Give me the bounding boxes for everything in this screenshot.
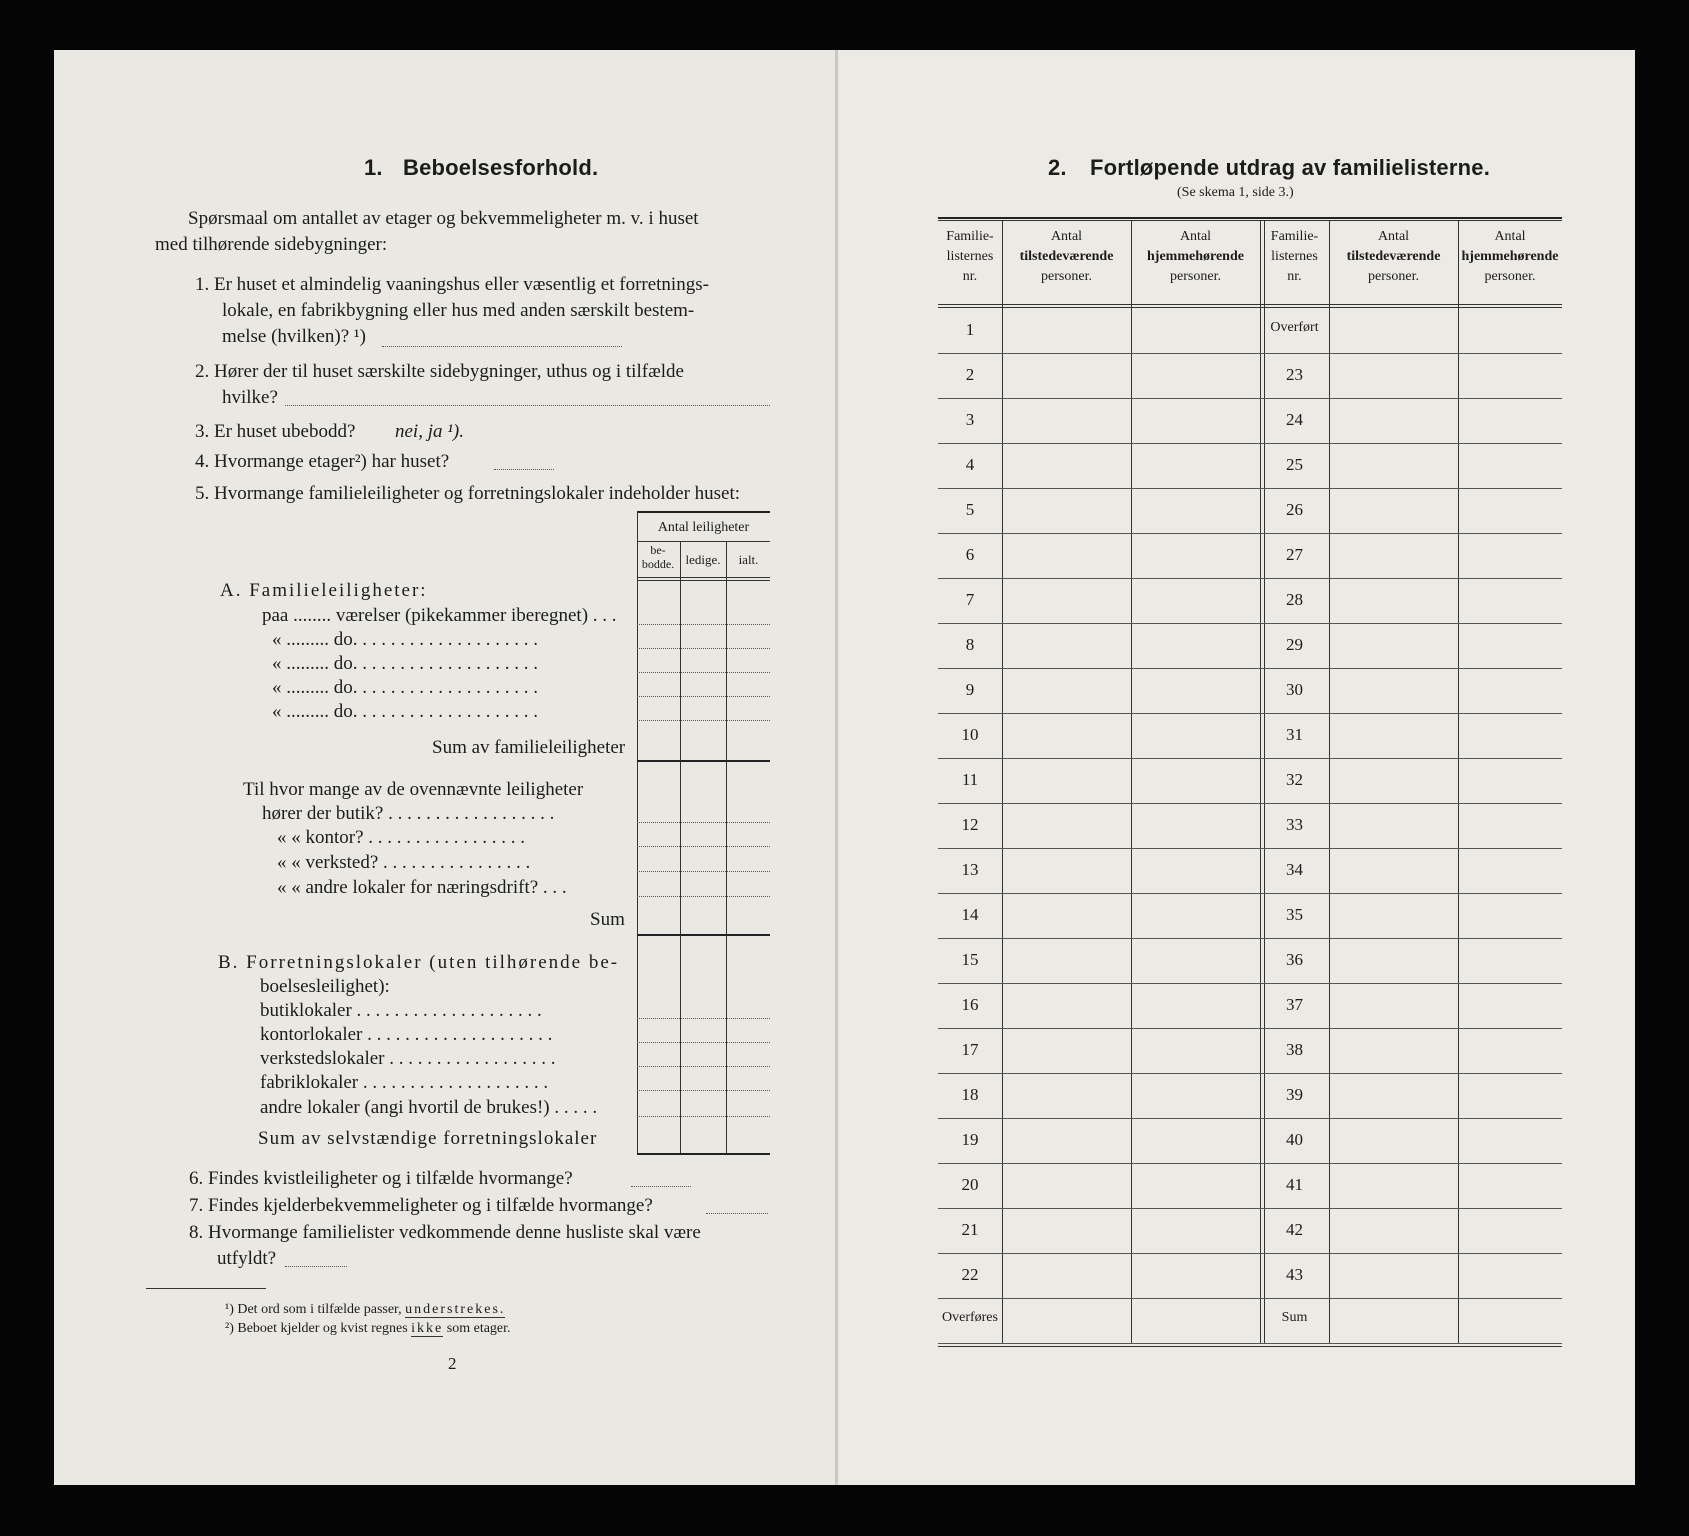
intro-line-1: Spørsmaal om antallet av etager og bekvemmeligheter m. v. i huset bbox=[188, 208, 699, 229]
family-table-row-rule bbox=[938, 803, 1562, 804]
question-2-answer-line bbox=[285, 405, 770, 406]
family-list-number: 38 bbox=[1286, 1040, 1303, 1059]
family-list-number: 8 bbox=[965, 635, 975, 654]
family-list-number: 37 bbox=[1286, 995, 1303, 1014]
shop-intro: Til hvor mange av de ovennævnte leiligheter bbox=[243, 779, 584, 800]
shop-sum-rule bbox=[637, 934, 770, 936]
col-header-line: hjemmehørende bbox=[1461, 249, 1559, 264]
family-list-number: 33 bbox=[1286, 815, 1303, 834]
col-header-line: tilstedeværende bbox=[1346, 249, 1441, 264]
question-3-prompt: 3. Er huset ubebodd? bbox=[195, 421, 356, 442]
footnote-1 bbox=[225, 1302, 505, 1318]
family-list-number: 6 bbox=[965, 545, 975, 564]
family-list-number: 30 bbox=[1286, 680, 1303, 699]
col-header-line: Antal bbox=[1494, 229, 1526, 244]
b-row-3-rule bbox=[637, 1066, 770, 1067]
section-b-row-4: fabriklokaler . . . . . . . . . . . . . . . . . . . . bbox=[260, 1072, 549, 1093]
footnote-2-text: ²) Beboet kjelder og kvist regnes bbox=[225, 1321, 408, 1336]
family-table-col-divider bbox=[1131, 221, 1132, 1344]
a-row-1-rule bbox=[637, 624, 770, 625]
shop-row-2: « « kontor? . . . . . . . . . . . . . . . . . bbox=[277, 827, 526, 848]
col-header-line: Familie- bbox=[946, 229, 994, 244]
col-header-line: hjemmehørende bbox=[1147, 249, 1244, 264]
col-header-line: Familie- bbox=[1270, 229, 1319, 244]
footnote-2 bbox=[225, 1321, 511, 1337]
family-list-number: 39 bbox=[1286, 1085, 1303, 1104]
family-table-col-header bbox=[1131, 227, 1260, 287]
apartment-table-header: Antal leiligheter bbox=[657, 520, 750, 535]
family-table-row-rule bbox=[938, 938, 1562, 939]
shop-sum: Sum bbox=[590, 909, 625, 930]
question-8-line-2: utfyldt? bbox=[217, 1248, 277, 1269]
question-8-line-1: 8. Hvormange familielister vedkommende denne husliste skal være bbox=[189, 1222, 701, 1243]
b-row-5-rule bbox=[637, 1116, 770, 1117]
col-header-line: listernes bbox=[946, 249, 994, 264]
section-b-row-1: butiklokaler . . . . . . . . . . . . . . . . . . . . bbox=[260, 1000, 542, 1021]
section-b-sum: Sum av selvstændige forretningslokaler bbox=[258, 1128, 598, 1149]
section-a-row-3: « ......... do. . . . . . . . . . . . . . . . . . . . bbox=[272, 653, 538, 674]
question-7-answer-line bbox=[706, 1213, 768, 1214]
family-list-number: 15 bbox=[961, 950, 979, 969]
family-table-row-rule bbox=[938, 758, 1562, 759]
apartment-table-top-rule bbox=[637, 511, 770, 513]
b-row-1-rule bbox=[637, 1018, 770, 1019]
family-list-number: 41 bbox=[1286, 1175, 1303, 1194]
family-list-number: 24 bbox=[1286, 410, 1303, 429]
family-list-number: 13 bbox=[961, 860, 979, 879]
section-a-row-5: « ......... do. . . . . . . . . . . . . . . . . . . . bbox=[272, 701, 538, 722]
family-table-row-rule bbox=[938, 848, 1562, 849]
family-list-number: 25 bbox=[1286, 455, 1303, 474]
shop-row-1-rule bbox=[637, 822, 770, 823]
family-list-number: 3 bbox=[965, 410, 975, 429]
section-a-heading: A. Familieleiligheter: bbox=[220, 580, 428, 601]
question-1-line-2: lokale, en fabrikbygning eller hus med anden særskilt bestem- bbox=[222, 300, 695, 321]
col-header-line: Antal bbox=[1179, 229, 1212, 244]
family-list-number: 34 bbox=[1286, 860, 1303, 879]
left-page bbox=[54, 50, 835, 1485]
family-table-row-rule bbox=[938, 893, 1562, 894]
family-list-number: 20 bbox=[961, 1175, 979, 1194]
footnote-1-text: ¹) Det ord som i tilfælde passer, bbox=[225, 1302, 402, 1317]
question-1-line-3: melse (hvilken)? ¹) bbox=[222, 326, 366, 347]
col-header-line: Antal bbox=[1050, 229, 1083, 244]
footnote-2-suffix: som etager. bbox=[446, 1321, 511, 1336]
section-2-number: 2. bbox=[1048, 155, 1067, 180]
family-table-row-rule bbox=[938, 1208, 1562, 1209]
family-list-number: 32 bbox=[1286, 770, 1303, 789]
footnote-1-emphasis: understrekes. bbox=[405, 1302, 506, 1317]
shop-row-4-rule bbox=[637, 896, 770, 897]
question-6: 6. Findes kvistleiligheter og i tilfælde hvormange? bbox=[189, 1168, 573, 1189]
question-2-line-1: 2. Hører der til huset særskilte sidebygninger, uthus og i tilfælde bbox=[195, 361, 684, 382]
family-table-row-rule bbox=[938, 713, 1562, 714]
intro-line-2: med tilhørende sidebygninger: bbox=[155, 234, 388, 255]
family-table-col-header bbox=[938, 227, 1002, 287]
col-header-line: tilstedeværende bbox=[1019, 249, 1114, 264]
family-list-number: 31 bbox=[1286, 725, 1303, 744]
family-table-row-rule bbox=[938, 1343, 1562, 1344]
question-1-answer-line bbox=[382, 346, 622, 347]
question-6-answer-line bbox=[631, 1186, 691, 1187]
family-list-number: 10 bbox=[961, 725, 979, 744]
section-b-line-1: B. Forretningslokaler (uten tilhørende be- bbox=[218, 952, 620, 973]
apartment-table-left-border bbox=[637, 511, 638, 1155]
footnote-rule bbox=[146, 1288, 266, 1289]
question-3-answer: nei, ja ¹). bbox=[395, 421, 465, 442]
family-table-bottom-rule bbox=[938, 1346, 1562, 1347]
family-list-number: 17 bbox=[961, 1040, 979, 1059]
family-list-number: 19 bbox=[961, 1130, 979, 1149]
shop-row-1: hører der butik? . . . . . . . . . . . . . . . . . . bbox=[262, 803, 555, 824]
question-7: 7. Findes kjelderbekvemmeligheter og i tilfælde hvormange? bbox=[189, 1195, 653, 1216]
col-header-line: nr. bbox=[1287, 269, 1302, 284]
question-4: 4. Hvormange etager²) har huset? bbox=[195, 451, 450, 472]
col-header-line: personer. bbox=[1368, 269, 1419, 284]
family-table-row-rule bbox=[938, 1253, 1562, 1254]
family-table-header-rule bbox=[938, 304, 1562, 305]
question-2-line-2: hvilke? bbox=[222, 387, 278, 408]
section-2-heading: Fortløpende utdrag av familielisterne. bbox=[1090, 155, 1491, 180]
family-list-number: 16 bbox=[961, 995, 979, 1014]
apartment-table-divider-2 bbox=[726, 541, 727, 1155]
family-list-number: 27 bbox=[1286, 545, 1303, 564]
shop-row-3: « « verksted? . . . . . . . . . . . . . . . . bbox=[277, 852, 531, 873]
a-row-2-rule bbox=[637, 648, 770, 649]
question-4-answer-line bbox=[494, 469, 554, 470]
col-header-line: nr. bbox=[962, 269, 978, 284]
family-table-row-rule bbox=[938, 623, 1562, 624]
col-header-line: Antal bbox=[1377, 229, 1410, 244]
family-list-number: 40 bbox=[1286, 1130, 1303, 1149]
col-ledige: ledige. bbox=[685, 552, 721, 567]
family-list-number: 42 bbox=[1286, 1220, 1303, 1239]
family-table-row-rule bbox=[938, 1298, 1562, 1299]
family-table-col-header bbox=[1002, 227, 1131, 287]
family-list-number: 11 bbox=[961, 770, 979, 789]
family-table-col-divider bbox=[1002, 221, 1003, 1344]
family-list-number: 22 bbox=[961, 1265, 979, 1284]
apartment-table-divider-1 bbox=[680, 541, 681, 1155]
apartment-table-col-rule-2 bbox=[637, 580, 770, 581]
question-1-line-1: 1. Er huset et almindelig vaaningshus eller væsentlig et forretnings- bbox=[195, 274, 709, 295]
family-list-number: 23 bbox=[1286, 365, 1303, 384]
family-list-number: 12 bbox=[961, 815, 979, 834]
family-list-number: 43 bbox=[1286, 1265, 1303, 1284]
family-list-number: 36 bbox=[1286, 950, 1303, 969]
section-1-heading: Beboelsesforhold. bbox=[403, 155, 599, 180]
shop-row-2-rule bbox=[637, 846, 770, 847]
family-list-number: 9 bbox=[965, 680, 975, 699]
shop-row-4: « « andre lokaler for næringsdrift? . . . bbox=[277, 877, 567, 898]
family-list-number: Sum bbox=[1281, 1310, 1308, 1325]
family-list-number: Overført bbox=[1270, 320, 1319, 335]
family-table-col-divider bbox=[1458, 221, 1459, 1344]
family-list-number: 5 bbox=[965, 500, 975, 519]
page-number: 2 bbox=[448, 1354, 457, 1373]
section-b-line-2: boelsesleilighet): bbox=[260, 976, 390, 997]
shop-row-3-rule bbox=[637, 871, 770, 872]
family-table-row-rule bbox=[938, 1118, 1562, 1119]
family-table-row-rule bbox=[938, 488, 1562, 489]
section-b-row-3: verkstedslokaler . . . . . . . . . . . . . . . . . . bbox=[260, 1048, 556, 1069]
a-row-5-rule bbox=[637, 720, 770, 721]
apartment-table-col-rule-1 bbox=[637, 577, 770, 578]
family-list-number: 29 bbox=[1286, 635, 1303, 654]
family-table-row-rule bbox=[938, 1028, 1562, 1029]
family-list-number: 21 bbox=[961, 1220, 979, 1239]
col-header-line: personer. bbox=[1484, 269, 1536, 284]
family-list-number: 28 bbox=[1286, 590, 1303, 609]
footnote-2-emphasis: ikke bbox=[411, 1321, 444, 1336]
section-a-row-2: « ......... do. . . . . . . . . . . . . . . . . . . . bbox=[272, 629, 538, 650]
family-list-number: 4 bbox=[965, 455, 975, 474]
a-row-4-rule bbox=[637, 696, 770, 697]
family-table-row-rule bbox=[938, 1163, 1562, 1164]
section-a-row-4: « ......... do. . . . . . . . . . . . . . . . . . . . bbox=[272, 677, 538, 698]
section-a-sum: Sum av familieleiligheter bbox=[432, 737, 626, 758]
family-table-header-rule-2 bbox=[938, 307, 1562, 308]
section-2-subheading: (Se skema 1, side 3.) bbox=[1177, 185, 1294, 200]
family-table-row-rule bbox=[938, 443, 1562, 444]
section-a-row-1: paa ........ værelser (pikekammer iberegnet) . . . bbox=[262, 605, 617, 626]
family-table-col-header bbox=[1260, 227, 1329, 287]
b-row-4-rule bbox=[637, 1090, 770, 1091]
apartment-table-header-rule bbox=[637, 541, 770, 542]
family-table-row-rule bbox=[938, 533, 1562, 534]
a-row-3-rule bbox=[637, 672, 770, 673]
family-list-number: 18 bbox=[961, 1085, 979, 1104]
question-8-answer-line bbox=[285, 1266, 347, 1267]
family-table-row-rule bbox=[938, 983, 1562, 984]
family-table-col-header bbox=[1329, 227, 1458, 287]
section-b-sum-rule bbox=[637, 1153, 770, 1155]
b-row-2-rule bbox=[637, 1042, 770, 1043]
section-b-row-2: kontorlokaler . . . . . . . . . . . . . . . . . . . . bbox=[260, 1024, 553, 1045]
col-bebodde: be- bodde. bbox=[641, 543, 675, 571]
family-table-col-divider bbox=[1329, 221, 1330, 1344]
col-header-line: listernes bbox=[1271, 249, 1318, 264]
family-table-row-rule bbox=[938, 353, 1562, 354]
family-list-number: Overføres bbox=[942, 1310, 998, 1325]
family-table-row-rule bbox=[938, 668, 1562, 669]
family-list-number: 2 bbox=[965, 365, 975, 384]
family-table-row-rule bbox=[938, 398, 1562, 399]
section-1-number: 1. bbox=[364, 155, 383, 180]
family-table-col-header bbox=[1458, 227, 1562, 287]
family-table-top-rule-2 bbox=[938, 220, 1562, 221]
section-a-sum-rule bbox=[637, 760, 770, 762]
col-ialt: ialt. bbox=[738, 552, 759, 567]
question-5: 5. Hvormange familieleiligheter og forretningslokaler indeholder huset: bbox=[195, 483, 741, 504]
family-table-row-rule bbox=[938, 1073, 1562, 1074]
section-b-row-5: andre lokaler (angi hvortil de brukes!) . . . . . bbox=[260, 1097, 598, 1118]
col-header-line: personer. bbox=[1170, 269, 1221, 284]
family-list-number: 35 bbox=[1286, 905, 1303, 924]
family-list-number: 7 bbox=[965, 590, 975, 609]
col-header-line: personer. bbox=[1041, 269, 1092, 284]
family-list-number: 1 bbox=[965, 320, 975, 339]
family-table-row-rule bbox=[938, 578, 1562, 579]
family-table-top-rule bbox=[938, 217, 1562, 219]
family-list-number: 26 bbox=[1286, 500, 1303, 519]
family-list-number: 14 bbox=[961, 905, 979, 924]
